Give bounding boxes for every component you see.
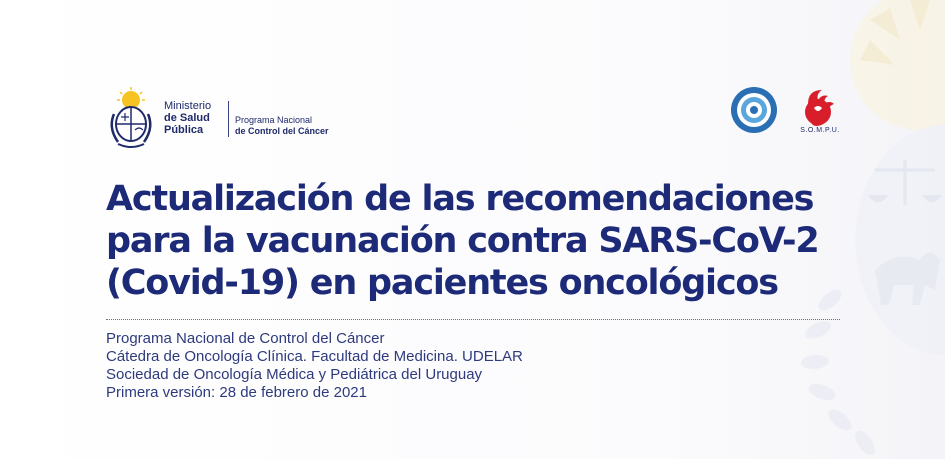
coat-of-arms-icon	[104, 86, 158, 150]
title-line-2: para la vacunación contra SARS-CoV-2	[106, 221, 819, 261]
version-date: Primera versión: 28 de febrero de 2021	[106, 384, 367, 401]
credit-line: Cátedra de Oncología Clínica. Facultad de Medicina. UDELAR	[106, 348, 523, 365]
ministry-line-2: de Salud	[164, 112, 210, 124]
ministry-logo	[104, 86, 344, 152]
program-line-2: de Control del Cáncer	[235, 126, 329, 136]
program-line-1: Programa Nacional	[235, 115, 313, 125]
ministry-name	[164, 100, 234, 136]
document-title	[106, 178, 846, 304]
title-line-3: (Covid-19) en pacientes oncológicos	[106, 263, 778, 303]
title-line-1: Actualización de las recomendaciones	[106, 179, 814, 219]
logo-divider	[228, 101, 229, 137]
credits-block	[106, 330, 706, 402]
credit-line: Programa Nacional de Control del Cáncer	[106, 330, 385, 347]
dotted-separator	[106, 319, 840, 320]
ministry-line-1: Ministerio	[164, 100, 212, 112]
oncology-chair-logo	[730, 86, 778, 134]
ministry-line-3: Pública	[164, 124, 204, 136]
sompu-label: S.O.M.P.U.	[800, 127, 840, 134]
credit-line: Sociedad de Oncología Médica y Pediátrica del Uruguay	[106, 366, 483, 383]
program-name	[235, 115, 355, 137]
